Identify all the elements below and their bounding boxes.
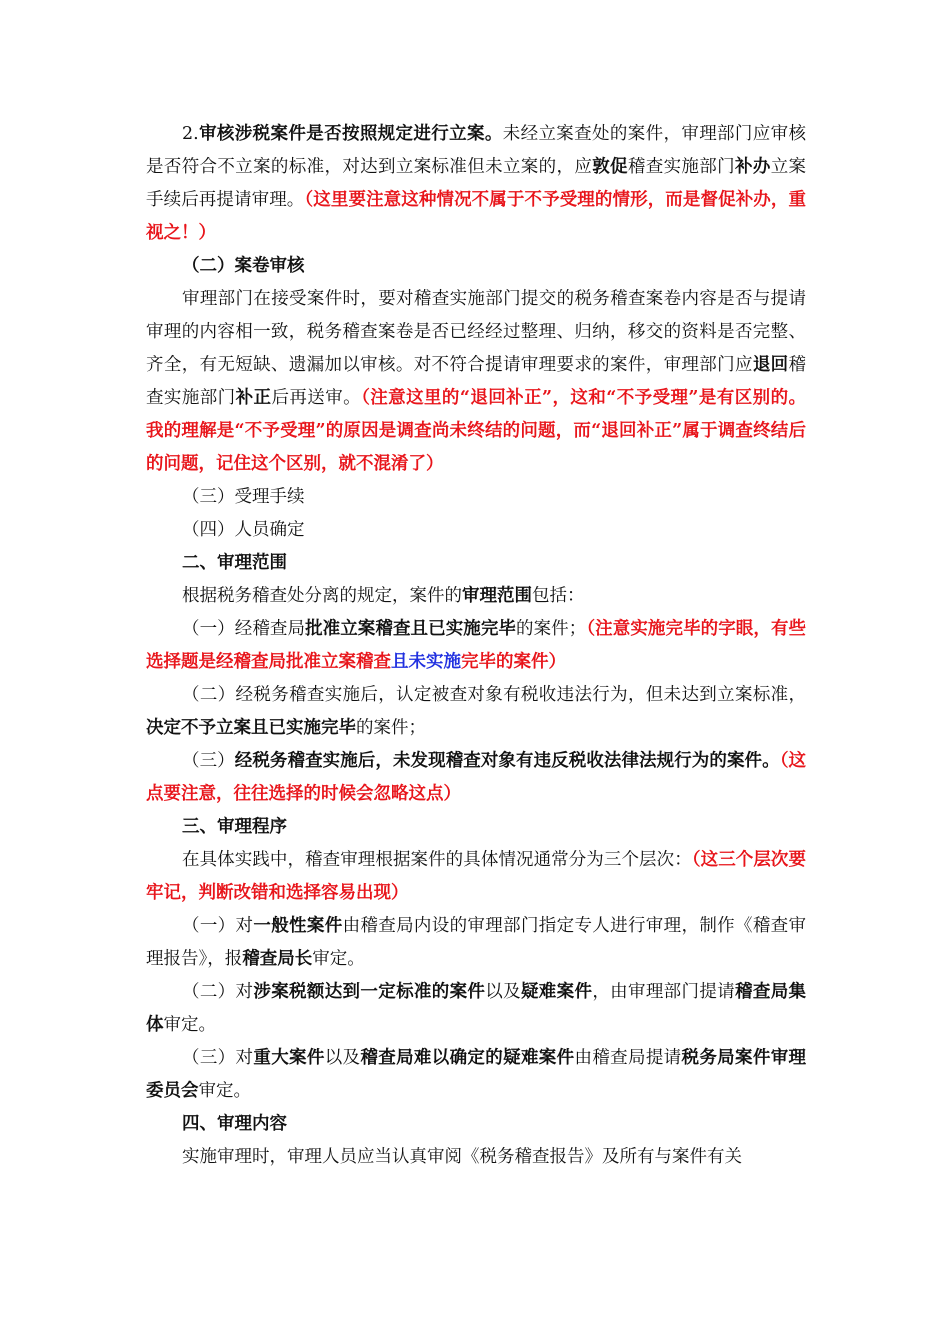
paragraph-procedure-intro: 在具体实践中，稽查审理根据案件的具体情况通常分为三个层次：（这三个层次要牢记，判断改错和选择容易出现）: [146, 850, 807, 903]
red-annotation-end: 完毕的案件）: [461, 652, 566, 672]
heading-review-procedure: 三、审理程序: [182, 817, 287, 837]
red-annotation: （这里要注意这种情况不属于不予受理的情形，而是督促补办，重视之！）: [146, 190, 807, 243]
scope-item-1: （一）经稽查局批准立案稽查且已实施完毕的案件；（注意实施完毕的字眼，有些选择题是经稽查局批准立案稽查且未实施完毕的案件）: [146, 619, 807, 672]
item-acceptance-procedure: （三）受理手续: [182, 487, 305, 507]
red-annotation: （这三个层次要牢记，判断改错和选择容易出现）: [146, 850, 807, 903]
red-annotation: （这点要注意，往往选择的时候会忽略这点）: [146, 751, 807, 804]
scope-item-3: （三）经税务稽查实施后，未发现稽查对象有违反税收法律法规行为的案件。（这点要注意，往往选择的时候会忽略这点）: [146, 751, 807, 804]
paragraph-case-filing-review: 2.审核涉税案件是否按照规定进行立案。未经立案查处的案件，审理部门应审核是否符合不立案的标准，对达到立案标准但未立案的，应敦促稽查实施部门补办立案手续后再提请审理。（这里要注意这种情况不属于不予受理的情形，而是督促补办，重视之！）: [146, 124, 807, 243]
paragraph-file-review: 审理部门在接受案件时，要对稽查实施部门提交的税务稽查案卷内容是否与提请审理的内容相一致，税务稽查案卷是否已经经过整理、归纳，移交的资料是否完整、齐全，有无短缺、遗漏加以审核。对不符合提请审理要求的案件，审理部门应退回稽查实施部门补正后再送审。（注意这里的“退回补正”，这和“不予受理”是有区别的。我的理解是“不予受理”的原因是调查尚未终结的问题，而“退回补正”属于调查终结后的问题，记住这个区别，就不混淆了）: [146, 289, 807, 474]
procedure-level-3: （三）对重大案件以及稽查局难以确定的疑难案件由稽查局提请税务局案件审理委员会审定。: [146, 1048, 807, 1101]
procedure-level-1: （一）对一般性案件由稽查局内设的审理部门指定专人进行审理，制作《稽查审理报告》，报稽查局长审定。: [146, 916, 807, 969]
document-page: [146, 118, 806, 1174]
heading-review-scope: 二、审理范围: [182, 553, 287, 573]
item-personnel-assignment: （四）人员确定: [182, 520, 305, 540]
red-annotation: （注意实施完毕的字眼，有些选择题是经稽查局批准立案稽查: [146, 619, 807, 672]
heading-review-content: 四、审理内容: [182, 1114, 287, 1134]
procedure-level-2: （二）对涉案税额达到一定标准的案件以及疑难案件，由审理部门提请稽查局集体审定。: [146, 982, 807, 1035]
paragraph-review-content: 实施审理时，审理人员应当认真审阅《税务稽查报告》及所有与案件有关: [182, 1147, 742, 1167]
heading-file-review: （二）案卷审核: [182, 256, 305, 276]
blue-highlight: 且未实施: [391, 652, 461, 672]
paragraph-scope-intro: 根据税务稽查处分离的规定，案件的审理范围包括：: [182, 586, 585, 606]
red-annotation: （注意这里的“退回补正”，这和“不予受理”是有区别的。我的理解是“不予受理”的原因是调查尚未终结的问题，而“退回补正”属于调查终结后的问题，记住这个区别，就不混淆了）: [146, 388, 807, 474]
scope-item-2: （二）经税务稽查实施后，认定被查对象有税收违法行为，但未达到立案标准，决定不予立案且已实施完毕的案件；: [146, 685, 806, 738]
